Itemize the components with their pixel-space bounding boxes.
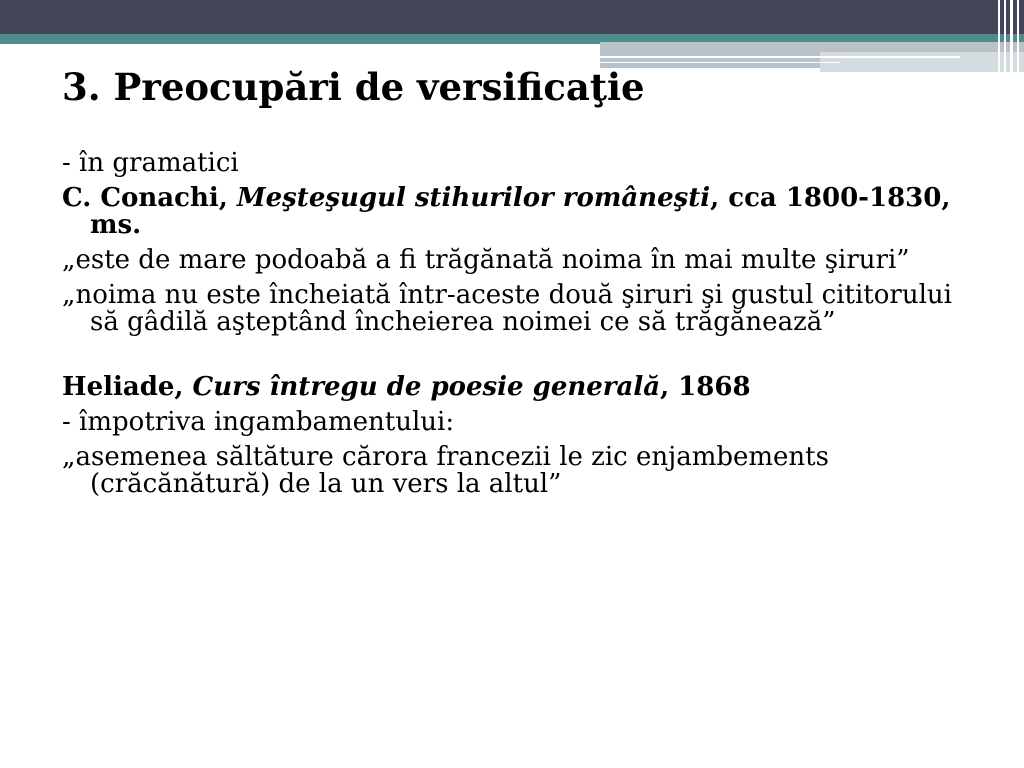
stripe	[998, 0, 1000, 72]
line-heliade	[62, 374, 962, 401]
header-vertical-stripes	[994, 0, 1024, 72]
line-enjambment: - împotriva ingambamentului:	[62, 407, 455, 437]
heliade-date: , 1868	[660, 372, 751, 402]
quote-conachi-2: „noima nu este încheiată într-aceste două şiruri şi gustul cititorului să gâdilă aşteptând încheierea noimei ce să trăgănează”	[62, 280, 952, 337]
quote-heliade: „asemenea săltăture cărora francezii le zic enjambements (crăcănătură) de la un vers la altul”	[62, 442, 829, 499]
slide-body	[62, 150, 962, 506]
heliade-work-title: Curs întregu de poesie generală	[192, 372, 661, 402]
spacer	[62, 344, 962, 374]
stripe	[1017, 0, 1019, 72]
quote-conachi-1: „este de mare podoabă a fi trăgănată noima în mai multe şiruri”	[62, 245, 910, 275]
stripe	[1004, 0, 1006, 72]
header-thin-line	[600, 56, 960, 58]
slide-title: 3. Preocupări de versificaţie	[62, 65, 645, 109]
heliade-author: Heliade,	[62, 372, 193, 402]
line-conachi	[62, 185, 962, 239]
stripe	[1010, 0, 1013, 72]
conachi-work-title: Meşteşugul stihurilor româneşti	[236, 183, 711, 213]
header-band-dark	[0, 0, 1024, 34]
conachi-author: C. Conachi,	[62, 183, 237, 213]
conachi-date: , cca 1800-1830, ms.	[90, 183, 951, 240]
line-grammars: - în gramatici	[62, 148, 239, 178]
